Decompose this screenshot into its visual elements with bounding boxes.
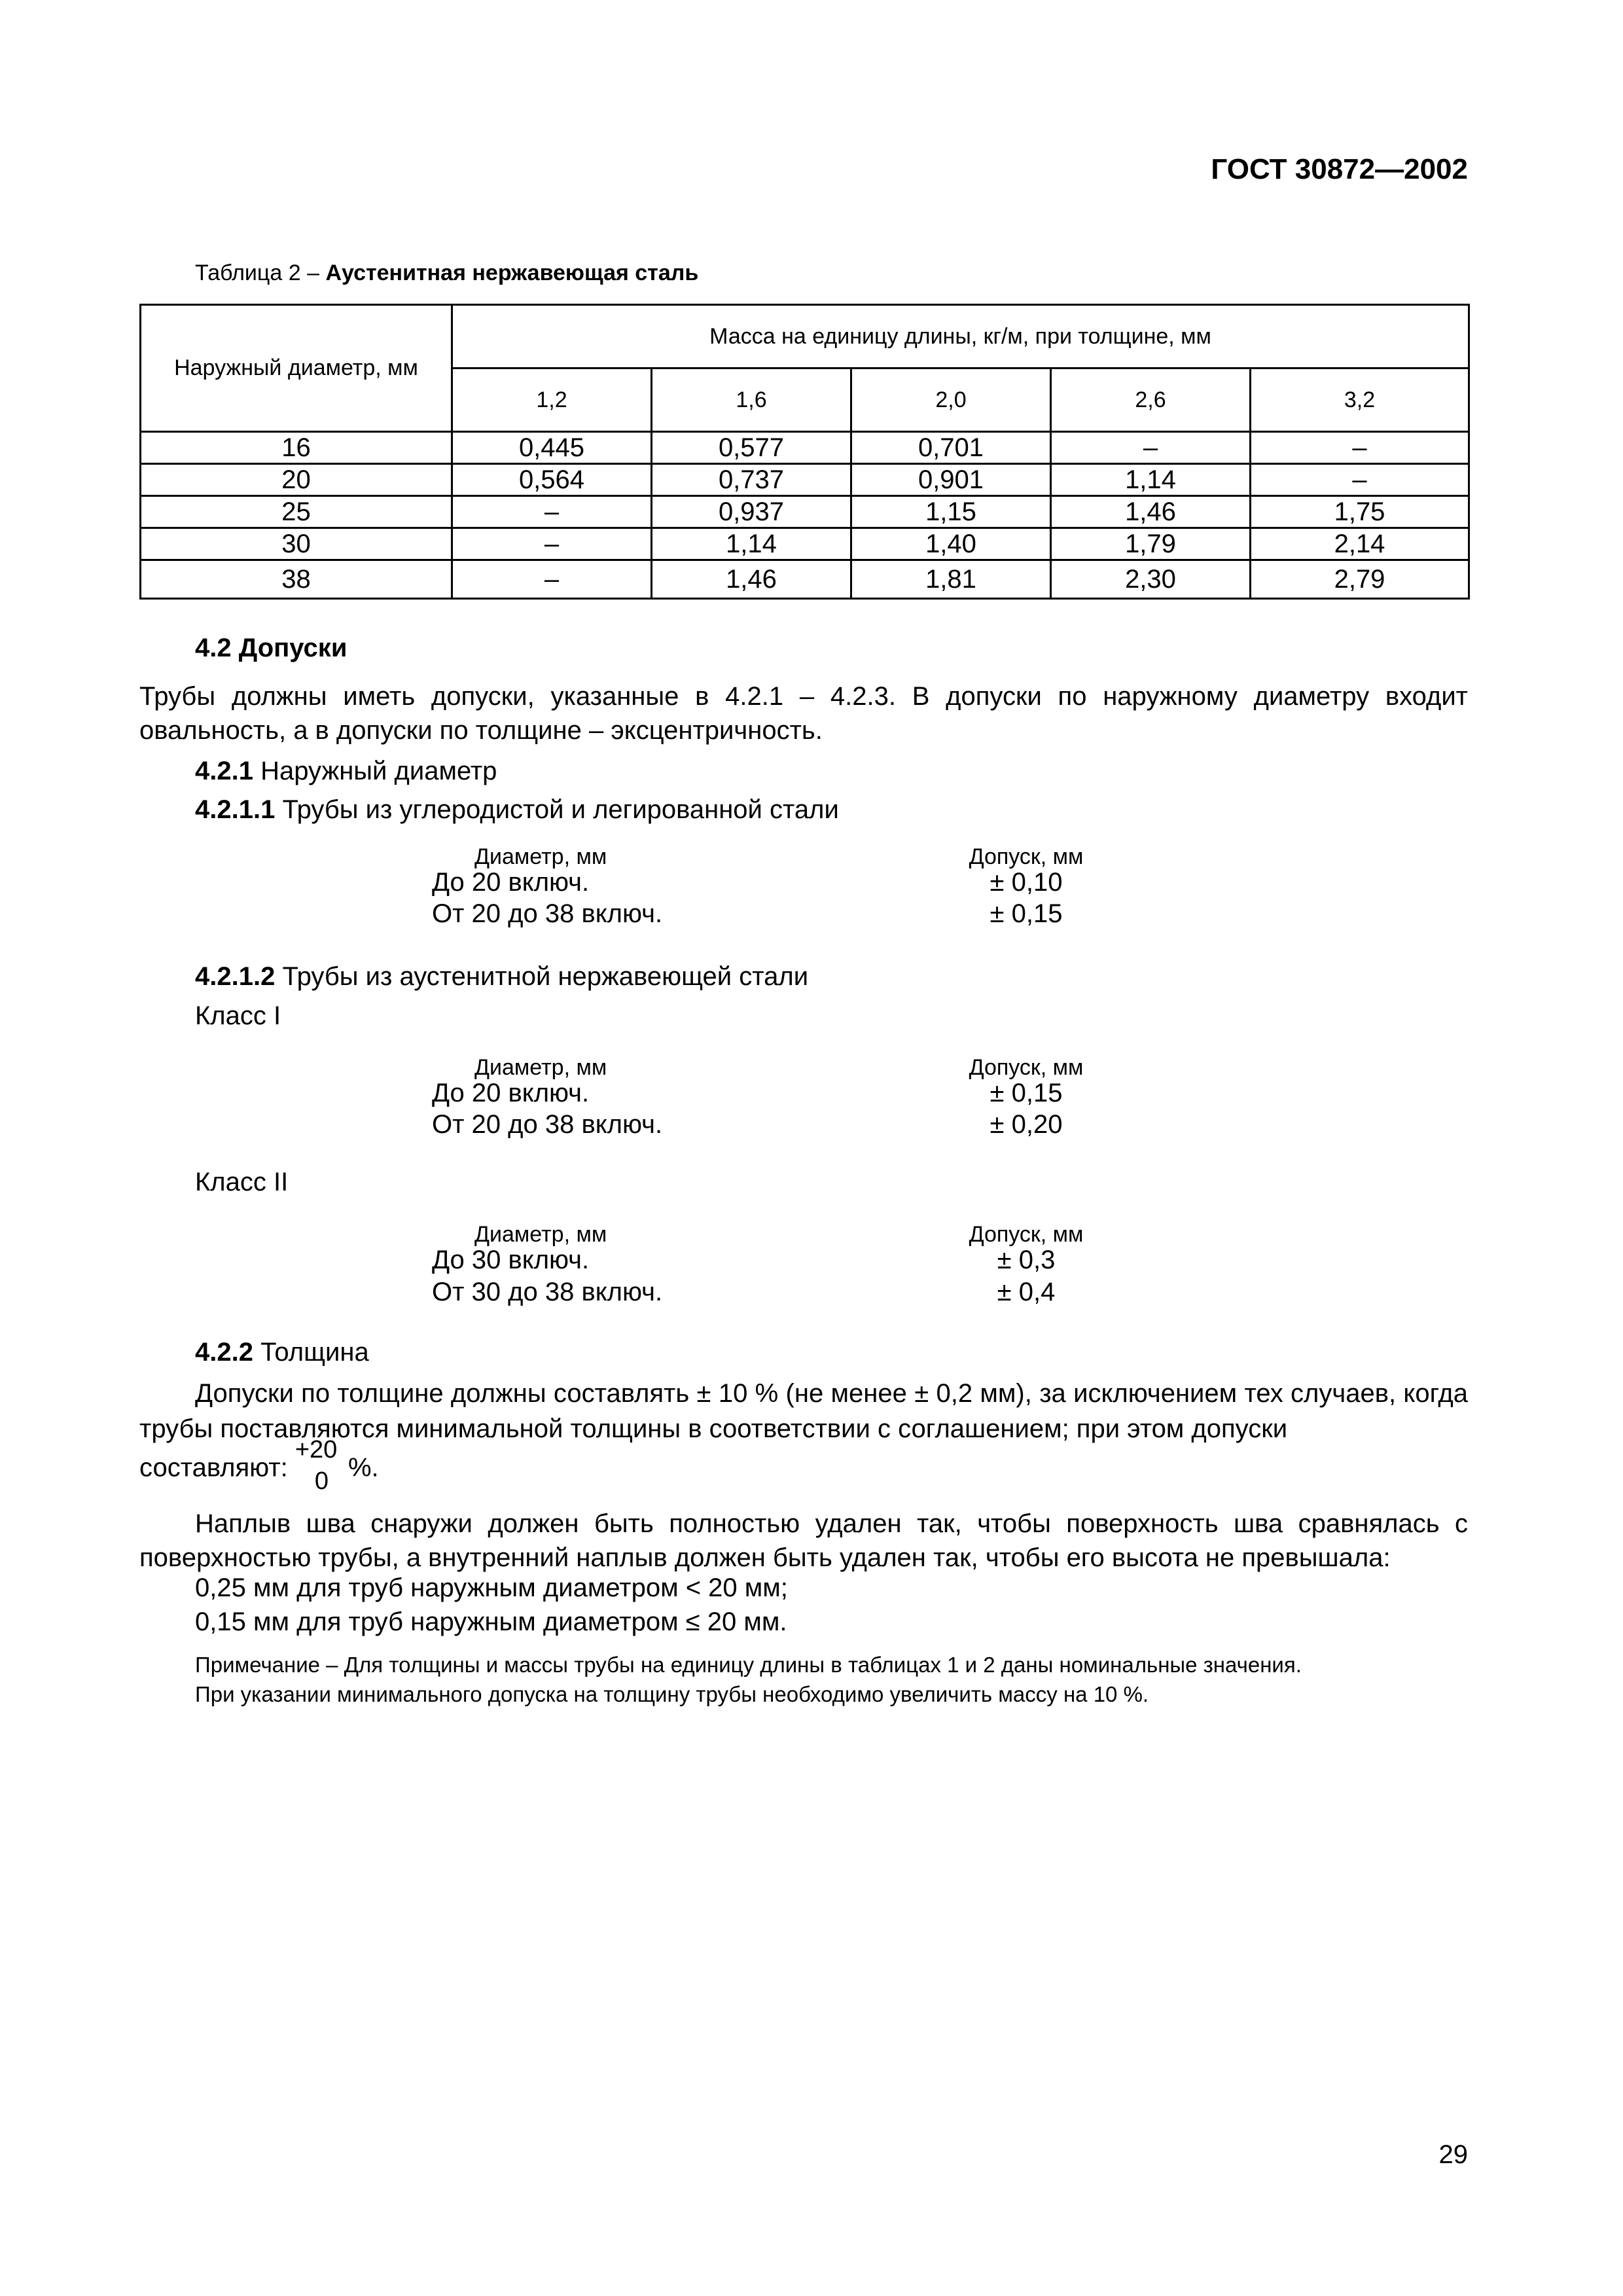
cell-mass: 0,937 xyxy=(652,496,851,528)
header-thickness: 2,0 xyxy=(851,368,1051,432)
section-4-2-2-heading: 4.2.2 Толщина xyxy=(195,1338,369,1367)
cell-mass: 2,30 xyxy=(1051,560,1251,599)
weld-limit-line: 0,25 мм для труб наружным диаметром < 20 мм; xyxy=(195,1573,788,1602)
tolerance-range: От 30 до 38 включ. xyxy=(432,1278,663,1306)
cell-mass: – xyxy=(1251,432,1469,464)
cell-mass: 1,14 xyxy=(1051,464,1251,496)
cell-mass: 1,14 xyxy=(652,528,851,560)
table-row xyxy=(141,560,1469,599)
cell-diameter: 38 xyxy=(141,560,452,599)
tolerance-header-diameter: Диаметр, мм xyxy=(474,844,607,869)
cell-mass: 0,564 xyxy=(452,464,652,496)
cell-mass: 0,737 xyxy=(652,464,851,496)
cell-mass: – xyxy=(1051,432,1251,464)
cell-mass: 0,577 xyxy=(652,432,851,464)
tolerance-range: До 20 включ. xyxy=(432,1079,590,1107)
section-4-2-text: Трубы должны иметь допуски, указанные в 4.2.1 – 4.2.3. В допуски по наружному диаметру входит овальность, а в допуски по толщине – эксцентричность. xyxy=(139,682,1468,745)
header-mass: Масса на единицу длины, кг/м, при толщине, мм xyxy=(452,305,1469,368)
tolerance-value: ± 0,4 xyxy=(997,1278,1056,1306)
table-row xyxy=(141,496,1469,528)
section-4-2-title: 4.2 Допуски xyxy=(195,634,348,662)
cell-mass: – xyxy=(452,560,652,599)
header-thickness: 1,6 xyxy=(652,368,851,432)
cell-mass: 1,75 xyxy=(1251,496,1469,528)
cell-mass: 1,79 xyxy=(1051,528,1251,560)
tolerance-header-tol: Допуск, мм xyxy=(969,1222,1084,1247)
class-1-label: Класс I xyxy=(195,1001,281,1030)
header-thickness: 2,6 xyxy=(1051,368,1251,432)
tolerance-value: ± 0,15 xyxy=(990,1079,1063,1107)
tolerance-header-tol: Допуск, мм xyxy=(969,1055,1084,1080)
thickness-paragraph: Допуски по толщине должны составлять ± 10 % (не менее ± 0,2 мм), за исключением тех случаев, когда трубы поставляются минимальной толщины в соответствии с соглашением; при этом допуски xyxy=(139,1379,1468,1443)
note-line: При указании минимального допуска на толщину трубы необходимо увеличить массу на 10 %. xyxy=(195,1682,1149,1706)
tolerance-value: ± 0,20 xyxy=(990,1110,1063,1139)
table-caption-title: Аустенитная нержавеющая сталь xyxy=(325,260,699,285)
tolerance-header-diameter: Диаметр, мм xyxy=(474,1222,607,1247)
table-caption-prefix: Таблица 2 – xyxy=(195,260,326,285)
tolerance-header-diameter: Диаметр, мм xyxy=(474,1055,607,1080)
tolerance-range: До 30 включ. xyxy=(432,1246,590,1274)
tolerance-value: ± 0,3 xyxy=(997,1246,1056,1274)
cell-mass: 0,445 xyxy=(452,432,652,464)
section-4-2-1-2-heading: 4.2.1.2 Трубы из аустенитной нержавеющей стали xyxy=(195,962,809,991)
cell-mass: – xyxy=(452,528,652,560)
cell-mass: 1,40 xyxy=(851,528,1051,560)
section-4-2-1-heading: 4.2.1 Наружный диаметр xyxy=(195,757,497,785)
cell-mass: 1,46 xyxy=(1051,496,1251,528)
section-4-2-1-1-heading: 4.2.1.1 Трубы из углеродистой и легированной стали xyxy=(195,795,839,824)
note-line: Примечание – Для толщины и массы трубы на единицу длины в таблицах 1 и 2 даны номинальные значения. xyxy=(195,1653,1302,1677)
tolerance-range: От 20 до 38 включ. xyxy=(432,1110,663,1139)
cell-mass: 1,46 xyxy=(652,560,851,599)
cell-diameter: 25 xyxy=(141,496,452,528)
table-caption xyxy=(195,260,698,286)
mass-table xyxy=(139,304,1470,600)
cell-mass: 0,901 xyxy=(851,464,1051,496)
cell-mass: – xyxy=(452,496,652,528)
document-code: ГОСТ 30872—2002 xyxy=(1211,153,1468,185)
tolerance-range: От 20 до 38 включ. xyxy=(432,899,663,928)
table-row xyxy=(141,528,1469,560)
tolerance-range: До 20 включ. xyxy=(432,868,590,897)
header-thickness: 1,2 xyxy=(452,368,652,432)
tolerance-value: ± 0,10 xyxy=(990,868,1063,897)
cell-diameter: 20 xyxy=(141,464,452,496)
tolerance-fraction: +20 0 xyxy=(294,1436,338,1495)
class-2-label: Класс II xyxy=(195,1168,289,1196)
weld-paragraph: Наплыв шва снаружи должен быть полностью удален так, чтобы поверхность шва сравнялась с поверхностью трубы, а внутренний наплыв должен быть удален так, чтобы его высота не превышала: xyxy=(139,1509,1468,1572)
header-thickness: 3,2 xyxy=(1251,368,1469,432)
cell-diameter: 30 xyxy=(141,528,452,560)
table-row xyxy=(141,432,1469,464)
cell-mass: 2,79 xyxy=(1251,560,1469,599)
cell-mass: 0,701 xyxy=(851,432,1051,464)
table-row xyxy=(141,464,1469,496)
page-number: 29 xyxy=(1438,2140,1468,2169)
cell-mass: 1,15 xyxy=(851,496,1051,528)
header-outer-diameter: Наружный диаметр, мм xyxy=(141,305,452,432)
cell-mass: – xyxy=(1251,464,1469,496)
cell-diameter: 16 xyxy=(141,432,452,464)
tolerance-header-tol: Допуск, мм xyxy=(969,844,1084,869)
cell-mass: 1,81 xyxy=(851,560,1051,599)
weld-limit-line: 0,15 мм для труб наружным диаметром ≤ 20 мм. xyxy=(195,1607,787,1636)
tolerance-value: ± 0,15 xyxy=(990,899,1063,928)
cell-mass: 2,14 xyxy=(1251,528,1469,560)
thickness-paragraph-end: составляют: +20 0 %. xyxy=(139,1436,379,1495)
